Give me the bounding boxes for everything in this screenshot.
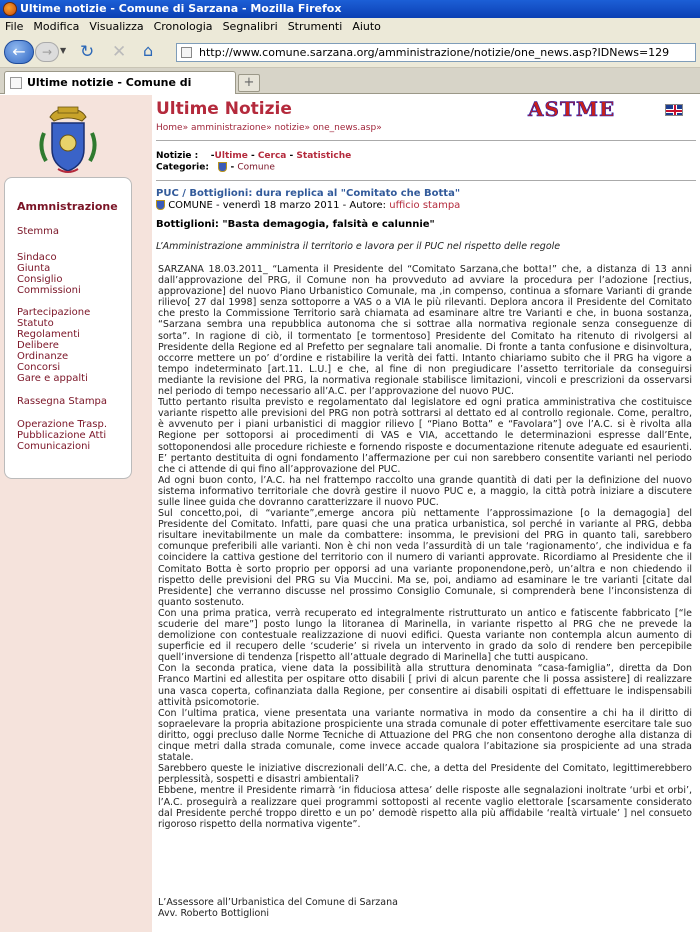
article-paragraph: Ebbene, mentre il Presidente rimarrà ‘in fiduciosa attesa’ delle risposte alle segnalazioni inoltrate ‘urbi et orbi’, l’A.C. proseguirà a realizzare quei programmi sottoposti al recente vaglio elettorale [scarsamente considerato dal Presidente perché troppo diretto e un po’ demodè rispetto alla più affidabile ‘realtà virtuale’ ] nel consueto rigoroso rispetto della normativa vigente”. (158, 785, 692, 830)
stop-icon[interactable]: ✕ (112, 42, 127, 62)
page-viewport (0, 95, 700, 932)
tab-title: Ultime notizie - Comune di (27, 76, 192, 89)
article-paragraph: Sul concetto,poi, di “variante”,emerge ancora più nettamente l’approssimazione [o la demagogia] del Presidente del Comitato. Infatti, pare quasi che una pratica urbanistica, sol perché in variante al PRG, debba risultare inevitabilmente un male da combattere: insomma, le previsioni del PRG in quanto tali, sarebbero comunque preferibili alle varianti. Non è chi non veda l’assurdità di un tale ‘ragionamento’, che individua e fa coincidere la cattiva gestione del territorio con il numero di varianti approvate. Ricordiamo al Presidente che il Comitato Botta è sorto proprio per opporsi ad una variante proponendone,però, un’altra e non chiedendo il rispetto delle previsioni del PRG su Via Muccini. Ma se, poi, andiamo ad esaminare le tre varianti [citate dal Presidente] che verranno discusse nel prossimo Consiglio Comunale, si comprenderà bene l’inconsistenza di quanto sostenuto. (158, 508, 692, 608)
link-statistiche[interactable]: Statistiche (296, 151, 352, 161)
reload-icon[interactable]: ↻ (80, 42, 95, 62)
page-icon (181, 47, 192, 58)
new-tab-button[interactable]: + (238, 74, 260, 92)
divider (156, 180, 696, 181)
city-crest-icon (36, 103, 100, 177)
article-paragraph: Con una prima pratica, verrà recuperato ed integralmente ristrutturato un antico e fatiscente fabbricato [“le scuderie del mare”] posto lungo la litoranea di Marinella, in variante rispetto al PRG che ne prevede la demolizione con contestuale realizzazione di nuovi edifici. Questa variante non contempla alcun aumento di superficie ed il recupero delle ‘scuderie’ si rivela un intervento in grado da solo di rendere ben percepibile quell’inversione di tendenza [rispetto all’attuale degrado di Marinella] che tutti auspicano. (158, 607, 692, 664)
article-paragraph: Con la seconda pratica, viene data la possibilità alla struttura denominata “casa-famiglia”, diretta da Don Franco Martini ed allestita per ospitare otto disabili [ privi di alcun parente che li possa assistere] di realizzare una vasca coperta, cofinanziata dalla Regione, per consentire ai disabili ospitati di effettuare le indispensabili attività psicomotorie. (158, 663, 692, 708)
sidebar-link-commissioni[interactable]: Commissioni (17, 285, 81, 296)
sidebar-heading: Ammnistrazione (17, 200, 118, 213)
sidebar-link-giunta[interactable]: Giunta (17, 263, 51, 274)
comune-crest-icon (218, 162, 227, 172)
sidebar (4, 177, 132, 479)
english-flag-icon[interactable] (665, 104, 683, 116)
astme-logo[interactable] (528, 97, 615, 121)
comune-crest-icon (156, 200, 165, 210)
logo-letter-t: T (559, 97, 576, 121)
article-paragraph: Ad ogni buon conto, l’A.C. ha nel frattempo raccolto una grande quantità di dati per la definizione del nuovo sistema informativo territoriale che dovrà gestire il nuovo PUC e, a maggio, la città potrà iniziare a discutere sulle linee guida che dovranno caratterizzare il nuovo PUC. (158, 474, 692, 508)
menu-segnalibri[interactable]: Segnalibri (222, 20, 278, 33)
signature-role: L’Assessore all’Urbanistica del Comune di Sarzana (158, 897, 398, 908)
breadcrumb-notizie[interactable]: notizie (274, 123, 305, 133)
article-title: PUC / Bottiglioni: dura replica al "Comitato che Botta" (156, 188, 461, 199)
sidebar-link-rassegna-stampa[interactable]: Rassegna Stampa (17, 396, 108, 407)
news-filter-row: Notizie : -Ultime - Cerca - Statistiche (156, 151, 352, 161)
article-lead: L’Amministrazione amministra il territorio e lavora per il PUC nel rispetto delle regole (156, 241, 561, 252)
menu-strumenti[interactable]: Strumenti (287, 20, 343, 33)
link-ultime[interactable]: Ultime (214, 151, 248, 161)
article-author-label: Autore: (349, 200, 387, 211)
link-cerca[interactable]: Cerca (257, 151, 287, 161)
logo-letter-s: S (544, 97, 560, 121)
article-paragraph: Con l’ultima pratica, viene presentata una variante normativa in modo da consentire a chi ha il diritto di sopraelevare la propria abitazione prospiciente una strada comunale di poter effettivamente esercitare tale suo diritto, oggi precluso dalle Norme Tecniche di Attuazione del PRG che non consentono deroghe alla distanza di cinque metri dalla strada comunale, come invece accade qualora l’abitazione sia prospiciente ad una strada statale. (158, 707, 692, 764)
article-date: venerdì 18 marzo 2011 (222, 200, 340, 211)
article-paragraph: Tutto pertanto risulta previsto e regolamentato dal legislatore ed ogni pratica amministrativa che costituisce variante rispetto alle previsioni del PRG non potrà sottrarsi al dettato ed al controllo regionale. Come, peraltro, è avvenuto per i piani urbanistici di maggior rilievo [ “Piano Botta” e “Favolara”] ove l’A.C. si è rivolta alla Regione per sottoporsi ai procedimenti di VAS e VIA, accettando le determinazioni espresse dall’Ente, sottoponendosi alle procedure richieste e fornendo risposte e documentazione ritenute adeguate ed esaurienti. E’ pertanto destituita di ogni fondamento l’affermazione per cui non sarebbero consentite varianti nel periodo che ci attende di qui fino all’approvazione del PUC. (158, 397, 692, 475)
breadcrumb-amministrazione[interactable]: amministrazione (190, 123, 267, 133)
article-author[interactable]: ufficio stampa (389, 200, 461, 211)
forward-button[interactable]: → (35, 42, 59, 62)
article-signature (158, 897, 398, 919)
tab-active[interactable] (4, 71, 236, 94)
history-dropdown-icon[interactable]: ▼ (60, 46, 67, 55)
page-title: Ultime Notizie (156, 99, 292, 119)
tab-favicon (10, 77, 22, 89)
category-link-comune[interactable]: Comune (237, 162, 275, 173)
article-subtitle: Bottiglioni: "Basta demagogia, falsità e calunnie" (156, 219, 435, 230)
divider (156, 140, 696, 141)
navigation-toolbar (0, 36, 700, 68)
url-bar[interactable] (176, 43, 696, 62)
notizie-label: Notizie : (156, 151, 199, 161)
breadcrumb-current[interactable]: one_news.asp (312, 123, 377, 133)
menu-aiuto[interactable]: Aiuto (352, 20, 381, 33)
logo-letter-m: M (575, 97, 600, 121)
sidebar-link-regolamenti[interactable]: Regolamenti (17, 329, 80, 340)
article-meta: COMUNE - venerdì 18 marzo 2011 - Autore: ufficio stampa (156, 200, 460, 211)
category-row: Categorie: - Comune (156, 162, 275, 173)
tab-bar (0, 68, 700, 94)
sidebar-link-consiglio[interactable]: Consiglio (17, 274, 63, 285)
sidebar-link-stemma[interactable]: Stemma (17, 226, 60, 237)
sidebar-link-operazione-trasp[interactable]: Operazione Trasp. (17, 419, 108, 430)
breadcrumb-home[interactable]: Home (156, 123, 183, 133)
menu-bar (0, 18, 700, 36)
sidebar-link-concorsi[interactable]: Concorsi (17, 362, 61, 373)
logo-letter-a: A (528, 97, 545, 121)
sidebar-link-pubblicazione-atti[interactable]: Pubblicazione Atti (17, 430, 107, 441)
url-text: http://www.comune.sarzana.org/amministrazione/notizie/one_news.asp?IDNews=129 (199, 46, 670, 59)
menu-file[interactable]: File (5, 20, 24, 33)
article-paragraph: Sarebbero queste le iniziative discrezionali dell’A.C. che, a detta del Presidente del Comitato, legittimerebbero perplessità, sospetti e disastri ambientali? (158, 763, 692, 786)
article-paragraph: SARZANA 18.03.2011_ “Lamenta il Presidente del “Comitato Sarzana,che botta!” che, a distanza di 13 anni dall’approvazione del PRG, il Comune non ha provveduto ad avviare la procedura per l’adozione [rectius, approvazione] del nuovo Piano Urbanistico Comunale, ma ,in compenso, continua a sfornare Varianti di grande rilievo[ 27 dal 1998] senza sottoporre a VAS o a VIA le più rilevanti. Deplora ancora il Presidente del Comitato che presto la Commissione Territorio sarà chiamata ad esaminare altre tre Varianti e che, in buona sostanza, “Sarzana sembra una repubblica autonoma che si sottrae alla normativa regionale senza conseguenze di sorta”. In ragione di ciò, il tormentato [e tormentoso] Presidente del Comitato ha ritenuto di rivolgersi al Presidente della Regione ed al Prefetto per segnalare tali anomalie. Di fronte a tanta confusione e disinvoltura, occorre mettere un po’ d’ordine e ristabilire la verità dei fatti. Intanto chiariamo subito che il PRG ha vigore a tempo indeterminato [art.11. L.U.] e che, al fine di non pregiudicare l’assetto territoriale da conseguirsi mediante la revisione del PRG, la normativa regionale stabilisce limitazioni, vincoli e prescrizioni da osservarsi nel periodo di tempo necessario all’A.C. per l’approvazione del nuovo PUC. (158, 264, 692, 398)
firefox-icon (3, 2, 17, 16)
main-content (152, 95, 700, 932)
menu-cronologia[interactable]: Cronologia (153, 20, 213, 33)
back-button[interactable]: ← (4, 40, 34, 64)
signature-name: Avv. Roberto Bottiglioni (158, 908, 270, 919)
menu-modifica[interactable]: Modifica (33, 20, 80, 33)
breadcrumb: Home» amministrazione» notizie» one_news.asp» (156, 123, 382, 133)
sidebar-link-sindaco[interactable]: Sindaco (17, 252, 57, 263)
categorie-label: Categorie: (156, 162, 209, 173)
logo-letter-e: E (599, 97, 616, 121)
sidebar-link-partecipazione[interactable]: Partecipazione (17, 307, 91, 318)
menu-visualizza[interactable]: Visualizza (89, 20, 144, 33)
article-category: COMUNE (168, 200, 213, 211)
window-titlebar (0, 0, 700, 18)
window-title: Ultime notizie - Comune di Sarzana - Mozilla Firefox (20, 2, 342, 15)
sidebar-link-comunicazioni[interactable]: Comunicazioni (17, 441, 91, 452)
sidebar-link-ordinanze[interactable]: Ordinanze (17, 351, 69, 362)
sidebar-link-statuto[interactable]: Statuto (17, 318, 54, 329)
home-icon[interactable]: ⌂ (143, 41, 154, 60)
sidebar-link-gare-appalti[interactable]: Gare e appalti (17, 373, 88, 384)
article-body (158, 264, 692, 830)
sidebar-link-delibere[interactable]: Delibere (17, 340, 59, 351)
